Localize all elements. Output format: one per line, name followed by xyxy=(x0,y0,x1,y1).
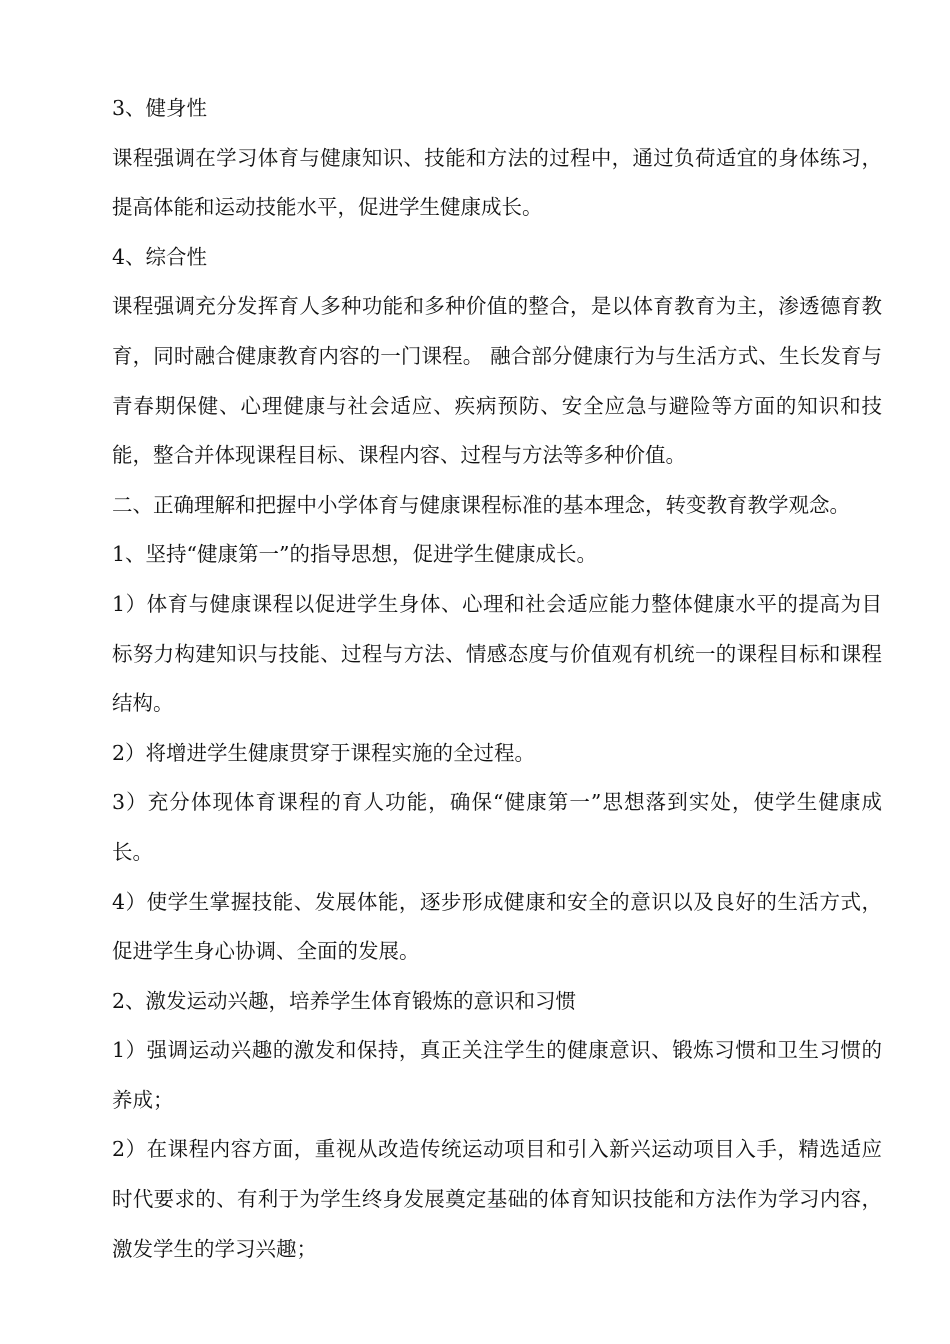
subheading-sports-interest: 2、激发运动兴趣，培养学生体育锻炼的意识和习惯 xyxy=(112,988,577,1013)
list-item-4: 4）使学生掌握技能、发展体能，逐步形成健康和安全的意识以及良好的生活方式，促进学生身心协调、全面的发展。 xyxy=(112,889,882,964)
list-item-interest-2: 2）在课程内容方面，重视从改造传统运动项目和引入新兴运动项目入手，精选适应时代要求的、有利于为学生终身发展奠定基础的体育知识技能和方法作为学习内容，激发学生的学习兴趣； xyxy=(112,1137,882,1261)
subheading-health-first: 1、坚持“健康第一”的指导思想，促进学生健康成长。 xyxy=(112,542,598,567)
list-item-3: 3）充分体现体育课程的育人功能，确保“健康第一”思想落到实处，使学生健康成长。 xyxy=(112,790,882,864)
heading-fitness: 3、健身性 xyxy=(112,96,208,120)
list-item-interest-1: 1）强调运动兴趣的激发和保持，真正关注学生的健康意识、锻炼习惯和卫生习惯的养成； xyxy=(112,1038,882,1112)
paragraph-fitness-description: 课程强调在学习体育与健康知识、技能和方法的过程中，通过负荷适宜的身体练习，提高体能和运动技能水平，促进学生健康成长。 xyxy=(112,145,882,220)
list-item-2: 2）将增进学生健康贯穿于课程实施的全过程。 xyxy=(112,740,536,765)
list-item-1: 1）体育与健康课程以促进学生身体、心理和社会适应能力整体健康水平的提高为目标努力构建知识与技能、过程与方法、情感态度与价值观有机统一的课程目标和课程结构。 xyxy=(112,591,882,716)
paragraph-comprehensiveness-description: 课程强调充分发挥育人多种功能和多种价值的整合，是以体育教育为主，渗透德育教育，同时融合健康教育内容的一门课程。 融合部分健康行为与生活方式、生长发育与青春期保健、心理健康与社会适应、疾病预防、安全应急与避险等方面的知识和技能，整合并体现课程目标、课程内容、过程与方法等多种价值。 xyxy=(112,294,882,468)
document-body xyxy=(112,84,882,1274)
section-heading-basic-concepts: 二、正确理解和把握中小学体育与健康课程标准的基本理念，转变教育教学观念。 xyxy=(112,492,850,517)
heading-comprehensiveness: 4、综合性 xyxy=(112,244,208,269)
